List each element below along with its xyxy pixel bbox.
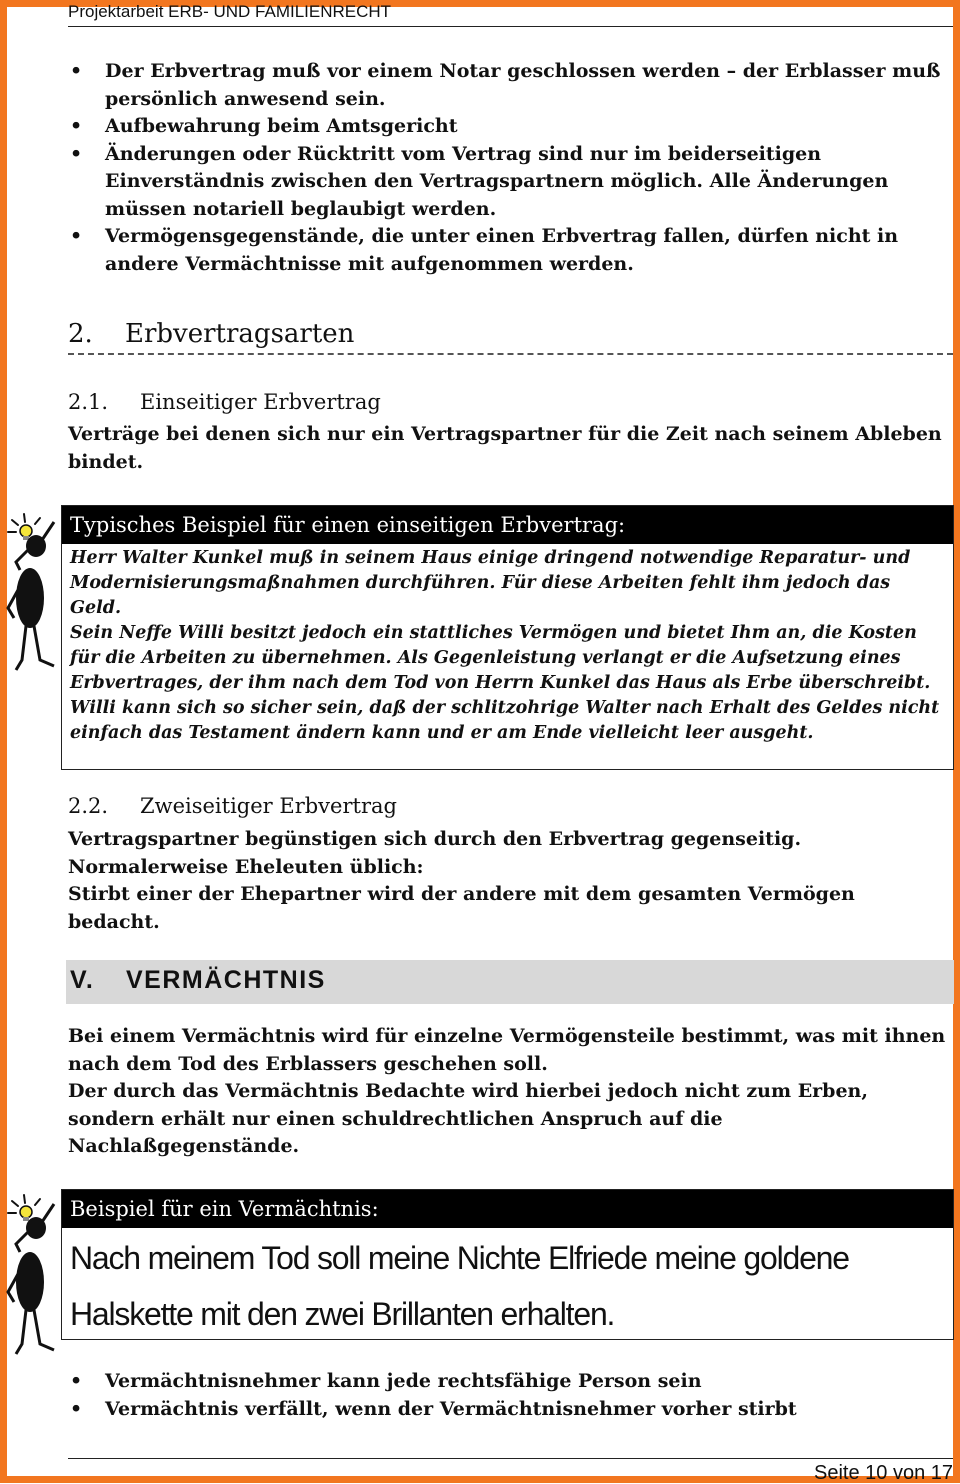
paragraph: Der durch das Vermächtnis Bedachte wird hierbei jedoch nicht zum Erben, sondern erhält nur einen schuldrechtlichen Anspruch auf die Nachlaßgegenstände. (68, 1080, 868, 1157)
heading-title: Zweiseitiger Erbvertrag (140, 794, 397, 818)
page-header (68, 0, 953, 27)
example-heading: Beispiel für ein Vermächtnis: (62, 1190, 953, 1228)
paragraph: Verträge bei denen sich nur ein Vertragspartner für die Zeit nach seinem Ableben bindet. (68, 423, 942, 473)
heading-title: Einseitiger Erbvertrag (140, 390, 381, 414)
heading-title: VERMÄCHTNIS (126, 966, 326, 994)
idea-figure-icon (4, 510, 62, 675)
lightbulb-icon (20, 1206, 32, 1218)
list-item: • Vermächtnis verfällt, wenn der Vermächtnisnehmer vorher stirbt (68, 1396, 953, 1424)
example-heading: Typisches Beispiel für einen einseitigen Erbvertrag: (62, 506, 953, 544)
page-number: Seite 10 von 17 (814, 1462, 953, 1484)
header-text: Projektarbeit ERB- UND FAMILIENRECHT (68, 2, 392, 21)
example-paragraph: Herr Walter Kunkel muß in seinem Haus einige dringend notwendige Reparatur- und Modernisierungsmaßnahmen durchführen. Für diese Arbeiten fehlt ihm jedoch das Geld. (70, 548, 911, 618)
subheading-einseitig (68, 389, 381, 415)
requirements-list (68, 58, 953, 278)
heading-number: 2.1. (68, 390, 109, 414)
vermaechtnis-text (68, 1023, 953, 1161)
paragraph: Stirbt einer der Ehepartner wird der andere mit dem gesamten Vermögen bedacht. (68, 883, 855, 933)
list-item: • Änderungen oder Rücktritt vom Vertrag sind nur im beiderseitigen Einverständnis zwischen den Vertragspartnern möglich. Alle Änderungen müssen notariell beglaubigt werden. (68, 141, 953, 224)
zweiseitig-text (68, 826, 953, 936)
section-heading-erbvertragsarten (68, 318, 953, 355)
heading-title: Erbvertragsarten (125, 319, 355, 349)
list-item: • Vermächtnisnehmer kann jede rechtsfähige Person sein (68, 1368, 953, 1396)
example-quote: Nach meinem Tod soll meine Nichte Elfriede meine goldene Halskette mit den zwei Brillanten erhalten. (70, 1240, 849, 1332)
example-paragraph: Willi kann sich so sicher sein, daß der schlitzohrige Walter nach Erhalt des Geldes nicht einfach das Testament ändern kann und er am Ende vielleicht leer ausgeht. (70, 698, 940, 743)
paragraph: Bei einem Vermächtnis wird für einzelne Vermögensteile bestimmt, was mit ihnen nach dem Tod des Erblassers geschehen soll. (68, 1025, 946, 1075)
idea-figure-icon (4, 1192, 62, 1360)
list-item: • Vermögensgegenstände, die unter einen Erbvertrag fallen, dürfen nicht in andere Vermächtnisse mit aufgenommen werden. (68, 223, 953, 278)
example-paragraph: Sein Neffe Willi besitzt jedoch ein stattliches Vermögen und bietet Ihm an, die Kosten für die Arbeiten zu übernehmen. Als Gegenleistung verlangt er die Aufsetzung eines Erbvertrages, der ihm nach dem Tod von Herrn Kunkel das Haus als Erbe überschreibt. (70, 623, 931, 693)
list-item: • Der Erbvertrag muß vor einem Notar geschlossen werden – der Erblasser muß persönlich anwesend sein. (68, 58, 953, 113)
heading-number: V. (70, 966, 95, 994)
heading-number: 2. (68, 319, 93, 349)
paragraph: Vertragspartner begünstigen sich durch den Erbvertrag gegenseitig. Normalerweise Eheleuten üblich: (68, 828, 802, 878)
example-body (62, 544, 953, 746)
heading-number: 2.2. (68, 794, 109, 818)
example-box-einseitig (61, 505, 954, 770)
section-heading-vermaechtnis (66, 960, 954, 1004)
page-footer (68, 1458, 953, 1484)
list-item: • Aufbewahrung beim Amtsgericht (68, 113, 953, 141)
lightbulb-icon (20, 525, 32, 537)
einseitig-text (68, 421, 953, 476)
subheading-zweiseitig (68, 793, 397, 819)
example-box-vermaechtnis (61, 1189, 954, 1340)
facts-list (68, 1368, 953, 1423)
